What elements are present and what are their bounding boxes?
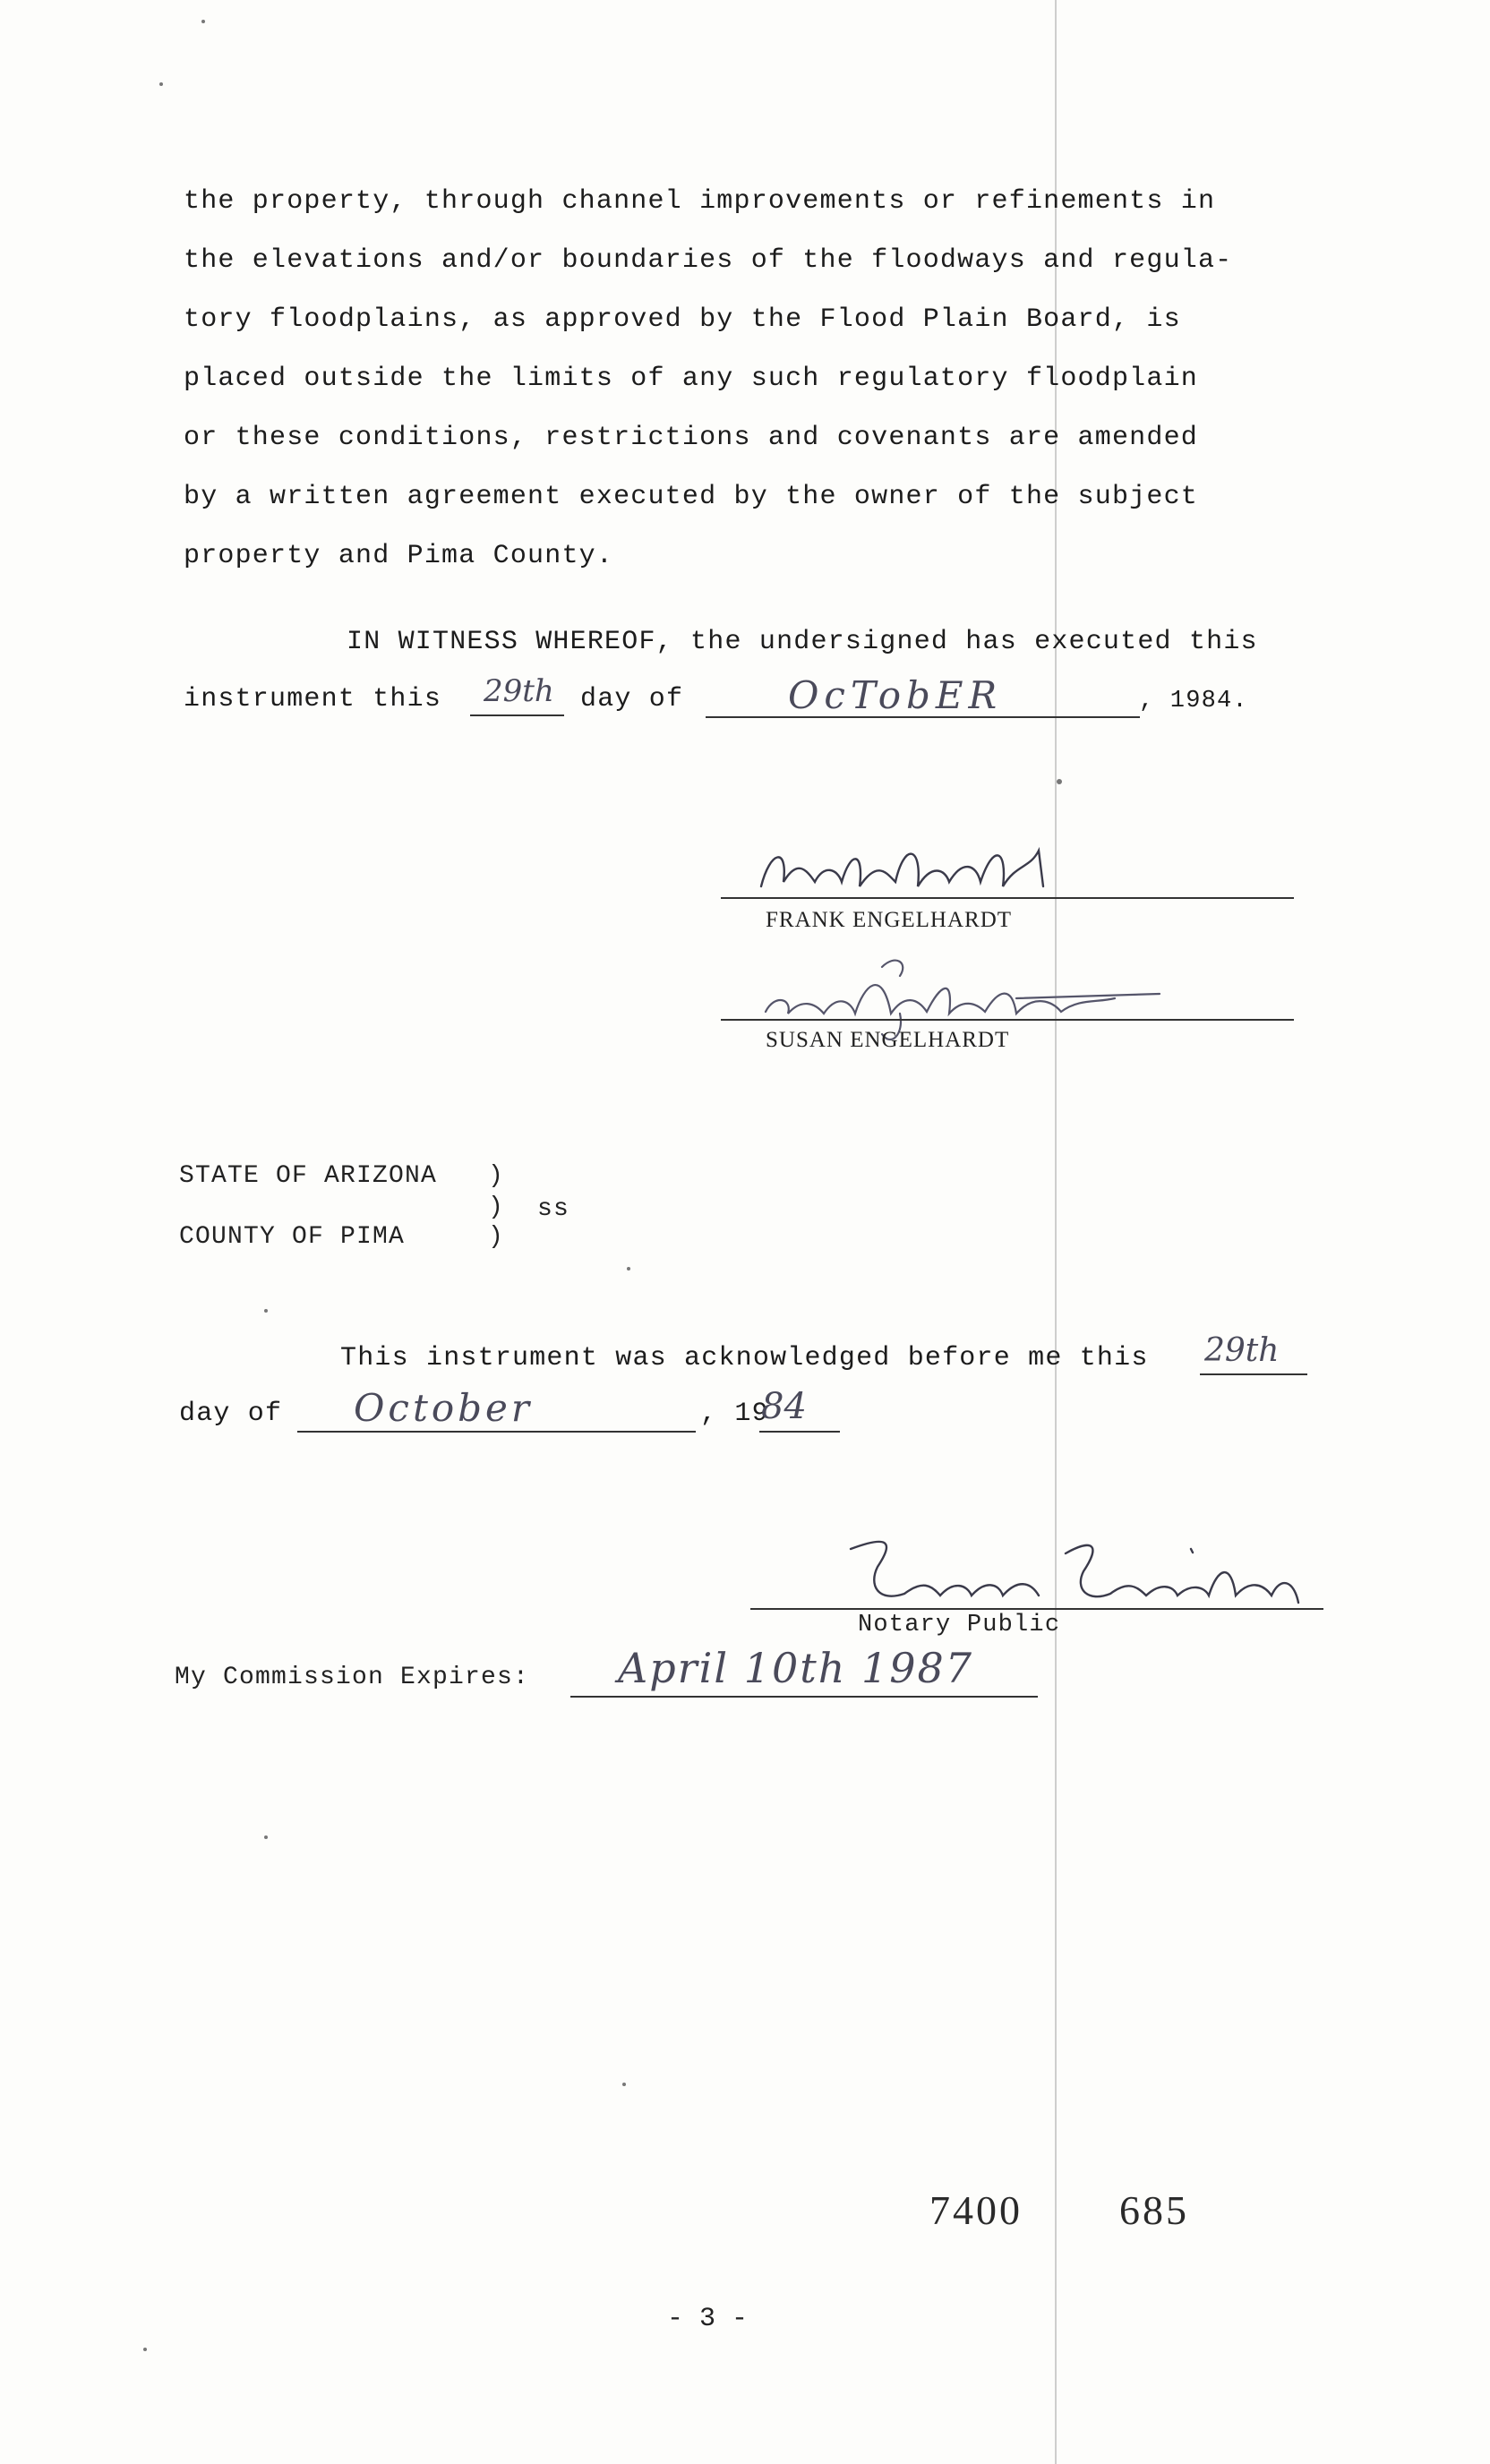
body-line: the elevations and/or boundaries of the floodways and regula- xyxy=(184,245,1233,276)
scan-speck xyxy=(159,82,163,86)
ack-day-of: day of xyxy=(179,1399,283,1429)
venue-ss: ss xyxy=(537,1195,570,1223)
signer1-name: FRANK ENGELHARDT xyxy=(766,908,1013,932)
notary-label: Notary Public xyxy=(858,1612,1061,1638)
scan-speck xyxy=(622,2083,626,2086)
frank-signature-mark xyxy=(752,833,1075,904)
signer1-signature-line xyxy=(721,897,1294,899)
venue-paren: ) xyxy=(488,1162,505,1190)
ack-day-handwritten: 29th xyxy=(1204,1332,1280,1369)
body-line: or these conditions, restrictions and covenants are amended xyxy=(184,423,1198,453)
recording-page: 685 xyxy=(1119,2187,1189,2233)
signer2-signature-line xyxy=(721,1019,1294,1021)
scan-speck xyxy=(143,2348,147,2351)
ack-month-handwritten: October xyxy=(354,1386,533,1430)
venue-paren: ) xyxy=(488,1194,505,1221)
scan-speck xyxy=(1057,779,1062,784)
recording-docket: 7400 xyxy=(929,2187,1023,2233)
body-paragraph xyxy=(184,172,1321,586)
body-line: placed outside the limits of any such regulatory floodplain xyxy=(184,364,1198,394)
page-number: - 3 - xyxy=(667,2304,749,2334)
body-line: tory floodplains, as approved by the Flood Plain Board, is xyxy=(184,304,1181,335)
witness-year: , 1984. xyxy=(1139,688,1248,714)
venue-county: COUNTY OF PIMA xyxy=(179,1223,406,1251)
body-line: by a written agreement executed by the owner of the subject xyxy=(184,482,1198,512)
scan-speck xyxy=(264,1835,268,1839)
scan-speck xyxy=(264,1309,268,1313)
body-line: the property, through channel improvements or refinements in xyxy=(184,186,1216,217)
witness-day-handwritten: 29th xyxy=(484,673,554,709)
scan-speck xyxy=(627,1267,630,1270)
witness-day-of: day of xyxy=(580,684,684,714)
witness-month-handwritten: OcTobER xyxy=(788,673,1003,717)
signer2-name: SUSAN ENGELHARDT xyxy=(766,1028,1010,1052)
commission-date-handwritten: April 10th 1987 xyxy=(618,1644,974,1692)
venue-paren: ) xyxy=(488,1223,505,1251)
ack-year-handwritten: 84 xyxy=(761,1386,807,1427)
notary-signature-line xyxy=(750,1608,1323,1610)
acknowledgment-line: This instrument was acknowledged before me this xyxy=(340,1343,1149,1373)
venue-state: STATE OF ARIZONA xyxy=(179,1162,438,1190)
ack-year-prefix: , 19 xyxy=(700,1399,769,1429)
witness-prefix: instrument this xyxy=(184,684,442,714)
witness-line: IN WITNESS WHEREOF, the undersigned has executed this xyxy=(347,627,1258,657)
commission-label: My Commission Expires: xyxy=(175,1664,530,1691)
body-line: property and Pima County. xyxy=(184,541,614,571)
scan-speck xyxy=(201,20,205,23)
notary-signature-mark xyxy=(833,1531,1334,1621)
